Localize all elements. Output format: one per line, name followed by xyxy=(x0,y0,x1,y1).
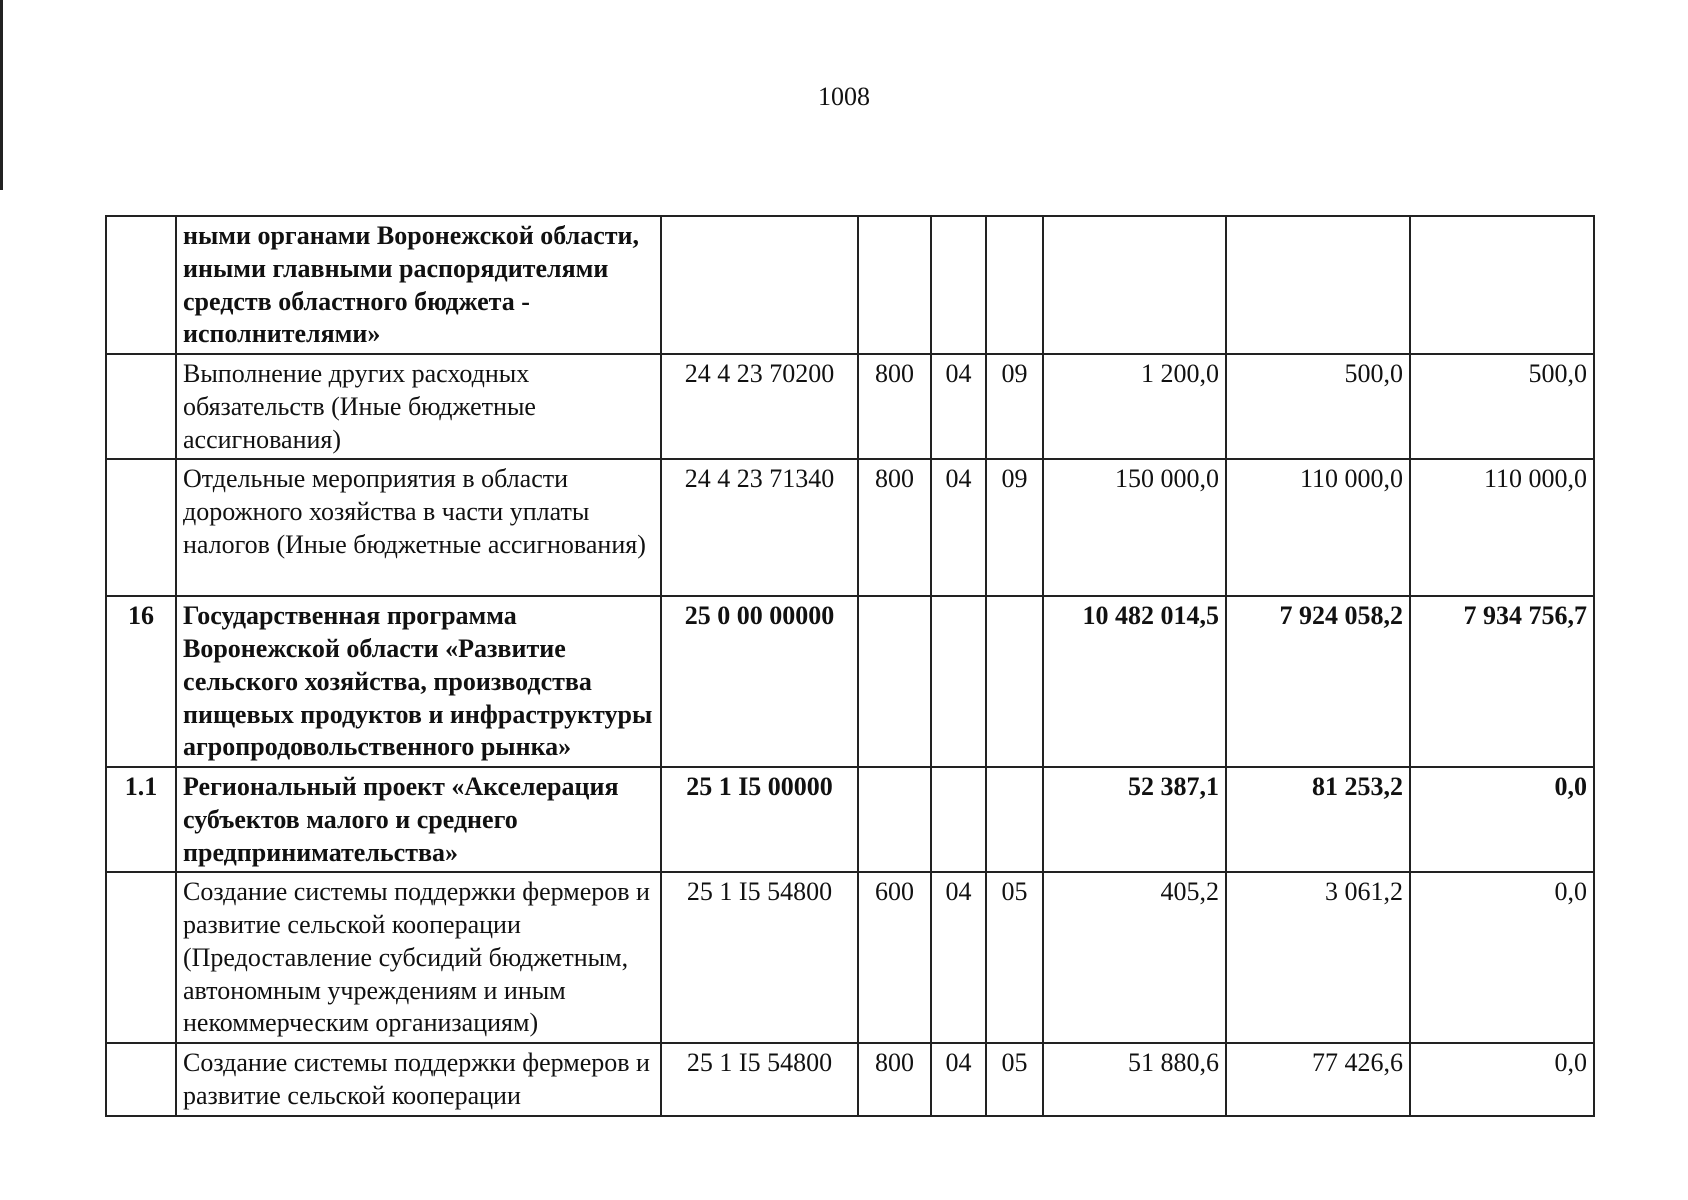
program-name-cell: Создание системы поддержки фермеров и развитие сельской кооперации (Предоставление субсидий бюджетным, автономным учреждениям и иным некоммерческим организациям) xyxy=(176,872,661,1043)
section-cell: 04 xyxy=(931,872,986,1043)
subsection-cell xyxy=(986,596,1043,767)
target-article-code-cell: 24 4 23 70200 xyxy=(661,354,858,459)
target-article-code-cell: 24 4 23 71340 xyxy=(661,459,858,596)
subsection-cell: 09 xyxy=(986,354,1043,459)
section-cell: 04 xyxy=(931,459,986,596)
amount-year2-cell: 3 061,2 xyxy=(1226,872,1410,1043)
amount-year1-cell: 150 000,0 xyxy=(1043,459,1226,596)
budget-table xyxy=(105,215,1595,1117)
amount-year2-cell xyxy=(1226,216,1410,354)
subsection-cell: 05 xyxy=(986,1043,1043,1116)
row-number-cell xyxy=(106,354,176,459)
table-row xyxy=(106,354,1594,459)
row-number-cell: 16 xyxy=(106,596,176,767)
expense-type-cell xyxy=(858,767,931,872)
row-number-cell xyxy=(106,216,176,354)
section-cell xyxy=(931,596,986,767)
amount-year1-cell: 1 200,0 xyxy=(1043,354,1226,459)
expense-type-cell xyxy=(858,216,931,354)
amount-year2-cell: 77 426,6 xyxy=(1226,1043,1410,1116)
program-name-cell: Создание системы поддержки фермеров и развитие сельской кооперации xyxy=(176,1043,661,1116)
amount-year3-cell: 500,0 xyxy=(1410,354,1594,459)
target-article-code-cell: 25 1 I5 54800 xyxy=(661,1043,858,1116)
amount-year2-cell: 81 253,2 xyxy=(1226,767,1410,872)
table-row xyxy=(106,1043,1594,1116)
expense-type-cell: 600 xyxy=(858,872,931,1043)
target-article-code-cell xyxy=(661,216,858,354)
amount-year1-cell xyxy=(1043,216,1226,354)
table-row xyxy=(106,459,1594,596)
program-name-cell: Выполнение других расходных обязательств (Иные бюджетные ассигнования) xyxy=(176,354,661,459)
program-name-cell: Государственная программа Воронежской области «Развитие сельского хозяйства, производства пищевых продуктов и инфраструктуры агропродовольственного рынка» xyxy=(176,596,661,767)
amount-year2-cell: 7 924 058,2 xyxy=(1226,596,1410,767)
subsection-cell xyxy=(986,767,1043,872)
section-cell xyxy=(931,767,986,872)
section-cell: 04 xyxy=(931,1043,986,1116)
section-cell xyxy=(931,216,986,354)
amount-year2-cell: 500,0 xyxy=(1226,354,1410,459)
amount-year3-cell xyxy=(1410,216,1594,354)
target-article-code-cell: 25 0 00 00000 xyxy=(661,596,858,767)
expense-type-cell: 800 xyxy=(858,1043,931,1116)
amount-year1-cell: 405,2 xyxy=(1043,872,1226,1043)
amount-year1-cell: 52 387,1 xyxy=(1043,767,1226,872)
subsection-cell: 05 xyxy=(986,872,1043,1043)
amount-year3-cell: 0,0 xyxy=(1410,1043,1594,1116)
expense-type-cell xyxy=(858,596,931,767)
row-number-cell xyxy=(106,1043,176,1116)
table-row xyxy=(106,596,1594,767)
expense-type-cell: 800 xyxy=(858,459,931,596)
amount-year3-cell: 0,0 xyxy=(1410,872,1594,1043)
section-cell: 04 xyxy=(931,354,986,459)
row-number-cell: 1.1 xyxy=(106,767,176,872)
subsection-cell: 09 xyxy=(986,459,1043,596)
amount-year3-cell: 110 000,0 xyxy=(1410,459,1594,596)
page-number: 1008 xyxy=(818,82,870,111)
row-number-cell xyxy=(106,872,176,1043)
table-row xyxy=(106,767,1594,872)
program-name-cell: Отдельные мероприятия в области дорожного хозяйства в части уплаты налогов (Иные бюджетные ассигнования) xyxy=(176,459,661,596)
subsection-cell xyxy=(986,216,1043,354)
program-name-cell: Региональный проект «Акселерация субъектов малого и среднего предпринимательства» xyxy=(176,767,661,872)
row-number-cell xyxy=(106,459,176,596)
target-article-code-cell: 25 1 I5 54800 xyxy=(661,872,858,1043)
amount-year1-cell: 51 880,6 xyxy=(1043,1043,1226,1116)
expense-type-cell: 800 xyxy=(858,354,931,459)
target-article-code-cell: 25 1 I5 00000 xyxy=(661,767,858,872)
amount-year2-cell: 110 000,0 xyxy=(1226,459,1410,596)
program-name-cell: ными органами Воронежской области, иными главными распорядителями средств областного бюджета - исполнителями» xyxy=(176,216,661,354)
table-row xyxy=(106,216,1594,354)
amount-year3-cell: 7 934 756,7 xyxy=(1410,596,1594,767)
amount-year1-cell: 10 482 014,5 xyxy=(1043,596,1226,767)
amount-year3-cell: 0,0 xyxy=(1410,767,1594,872)
table-row xyxy=(106,872,1594,1043)
